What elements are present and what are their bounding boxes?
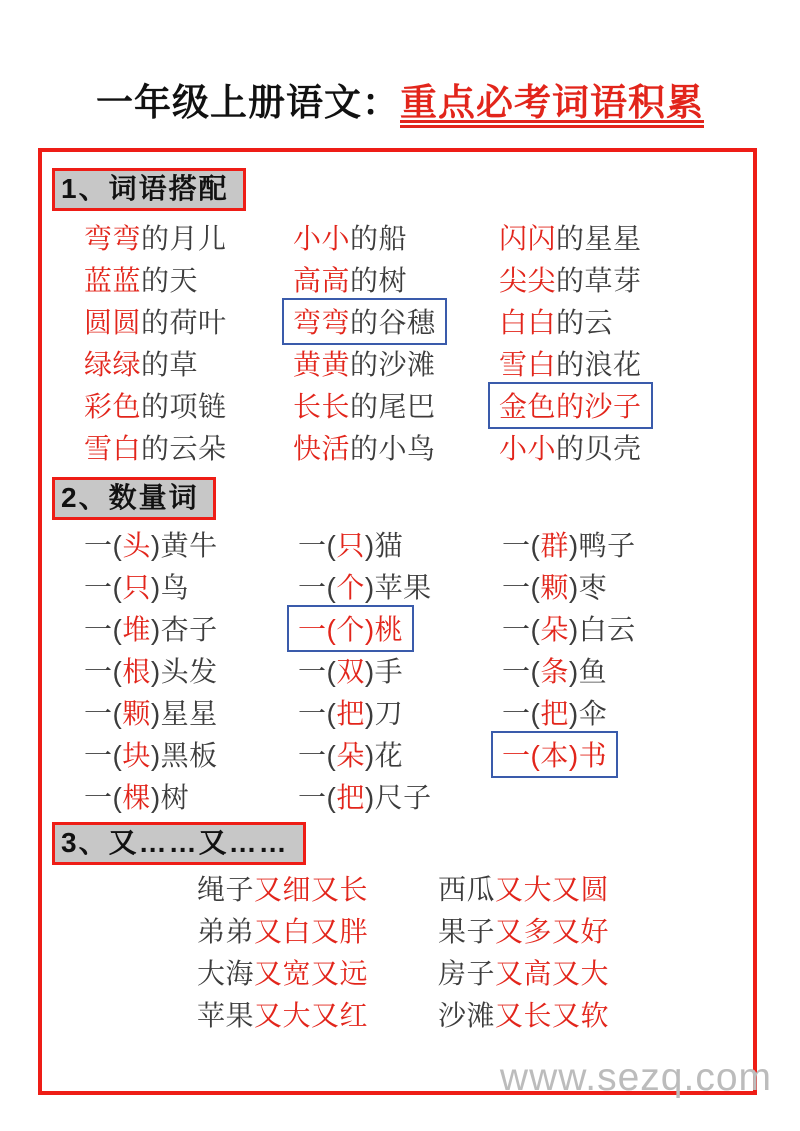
phrase bbox=[298, 734, 403, 774]
watermark-text: www.sezq.com bbox=[499, 1056, 772, 1099]
phrase-dark-segment: 弟弟 bbox=[197, 916, 255, 947]
phrase-cell bbox=[293, 216, 499, 258]
content-red-border-box bbox=[38, 148, 757, 1095]
phrase bbox=[499, 217, 642, 257]
phrase-cell bbox=[293, 426, 499, 468]
phrase bbox=[502, 650, 607, 690]
phrase-red-segment: 白白 bbox=[499, 307, 557, 338]
phrase-red-segment: 只 bbox=[122, 572, 151, 603]
phrase-red-segment: 又白又胖 bbox=[254, 916, 369, 947]
phrase-red-segment: 雪白 bbox=[84, 433, 142, 464]
phrase-red-segment: 金色的沙子 bbox=[499, 390, 642, 422]
phrase-dark-segment: 的荷叶 bbox=[141, 307, 227, 338]
phrase bbox=[298, 692, 403, 732]
phrase-cell bbox=[298, 775, 502, 817]
phrase-cell bbox=[197, 909, 438, 951]
phrase-cell bbox=[502, 565, 753, 607]
phrase bbox=[438, 952, 609, 992]
phrase-dark-segment: 一( bbox=[298, 698, 337, 729]
phrase-cell bbox=[84, 258, 293, 300]
phrase-dark-segment: )白云 bbox=[568, 614, 636, 645]
phrase bbox=[84, 650, 218, 690]
phrase-cell bbox=[84, 216, 293, 258]
page-title bbox=[0, 72, 800, 126]
phrase-red-segment: 弯弯 bbox=[293, 306, 351, 338]
phrase-cell bbox=[84, 691, 298, 733]
phrase-cell bbox=[197, 951, 438, 993]
phrase-dark-segment: 一( bbox=[84, 530, 123, 561]
phrase-red-segment: 又大又红 bbox=[254, 1000, 369, 1031]
phrase-dark-segment: )苹果 bbox=[364, 572, 432, 603]
phrase-cell bbox=[499, 216, 753, 258]
phrase bbox=[499, 301, 613, 341]
phrase-dark-segment: 一( bbox=[84, 782, 123, 813]
phrase-red-segment: 头 bbox=[122, 530, 151, 561]
phrase bbox=[197, 994, 368, 1034]
phrase-red-segment: 蓝蓝 bbox=[84, 265, 142, 296]
phrase-cell bbox=[298, 691, 502, 733]
section-1-header: 1、词语搭配 bbox=[52, 168, 246, 211]
phrase bbox=[438, 994, 609, 1034]
phrase bbox=[84, 343, 198, 383]
phrase-cell bbox=[197, 993, 438, 1035]
phrase-dark-segment: 房子 bbox=[438, 958, 496, 989]
highlighted-phrase bbox=[488, 382, 653, 429]
phrase-dark-segment: 一( bbox=[502, 698, 541, 729]
section-word-collocation bbox=[52, 152, 753, 468]
phrase-red-segment: 根 bbox=[122, 656, 151, 687]
phrase bbox=[438, 910, 609, 950]
phrase-cell bbox=[293, 342, 499, 384]
section-measure-words bbox=[52, 468, 753, 817]
phrase bbox=[84, 259, 198, 299]
phrase-cell bbox=[293, 300, 499, 342]
phrase-dark-segment: 绳子 bbox=[197, 874, 255, 905]
phrase-dark-segment: )黄牛 bbox=[150, 530, 218, 561]
phrase-red-segment: 朵 bbox=[540, 614, 569, 645]
phrase bbox=[84, 608, 218, 648]
phrase-red-segment: 群 bbox=[540, 530, 569, 561]
phrase bbox=[293, 343, 436, 383]
phrase bbox=[84, 301, 227, 341]
phrase-dark-segment: 大海 bbox=[197, 958, 255, 989]
phrase-dark-segment: 的浪花 bbox=[556, 349, 642, 380]
phrase-dark-segment: 一( bbox=[84, 656, 123, 687]
phrase-dark-segment: 一( bbox=[298, 656, 337, 687]
phrase-red-segment: 圆圆 bbox=[84, 307, 142, 338]
phrase-dark-segment: 的天 bbox=[141, 265, 199, 296]
phrase-cell bbox=[84, 733, 298, 775]
phrase bbox=[502, 524, 636, 564]
phrase-dark-segment: 一( bbox=[502, 656, 541, 687]
phrase bbox=[84, 566, 189, 606]
phrase bbox=[499, 259, 642, 299]
phrase bbox=[84, 217, 227, 257]
phrase-dark-segment: )枣 bbox=[568, 572, 608, 603]
phrase bbox=[84, 427, 227, 467]
phrase-red-segment: 又长又软 bbox=[495, 1000, 610, 1031]
phrase-dark-segment: 一( bbox=[84, 698, 123, 729]
phrase-dark-segment: 一( bbox=[298, 740, 337, 771]
phrase-cell bbox=[502, 733, 753, 775]
phrase-cell bbox=[298, 607, 502, 649]
phrase-cell bbox=[499, 426, 753, 468]
phrase-red-segment: 尖尖 bbox=[499, 265, 557, 296]
phrase-red-segment: 棵 bbox=[122, 782, 151, 813]
phrase-cell bbox=[499, 300, 753, 342]
phrase-red-segment: 又细又长 bbox=[254, 874, 369, 905]
phrase bbox=[499, 427, 642, 467]
section-3-phrase-grid bbox=[197, 867, 753, 1035]
phrase-red-segment: 小小 bbox=[499, 433, 557, 464]
phrase-dark-segment: )鱼 bbox=[568, 656, 608, 687]
phrase-red-segment: 把 bbox=[336, 782, 365, 813]
phrase-red-segment: 彩色 bbox=[84, 391, 142, 422]
phrase-dark-segment: 一( bbox=[502, 614, 541, 645]
phrase-dark-segment: )黑板 bbox=[150, 740, 218, 771]
phrase-dark-segment: 的沙滩 bbox=[350, 349, 436, 380]
phrase-red-segment: 闪闪 bbox=[499, 223, 557, 254]
phrase-cell bbox=[84, 565, 298, 607]
phrase-red-segment: 快活 bbox=[293, 433, 351, 464]
phrase-red-segment: 雪白 bbox=[499, 349, 557, 380]
phrase-dark-segment: )尺子 bbox=[364, 782, 432, 813]
phrase bbox=[84, 692, 218, 732]
phrase-red-segment: 又高又大 bbox=[495, 958, 610, 989]
phrase bbox=[84, 385, 227, 425]
phrase-cell bbox=[298, 649, 502, 691]
phrase-cell bbox=[298, 733, 502, 775]
phrase-cell bbox=[438, 951, 753, 993]
phrase-dark-segment: 的树 bbox=[350, 265, 408, 296]
phrase-dark-segment: 一( bbox=[84, 740, 123, 771]
phrase-red-segment: 只 bbox=[336, 530, 365, 561]
phrase-red-segment: 堆 bbox=[122, 614, 151, 645]
phrase-red-segment: 又宽又远 bbox=[254, 958, 369, 989]
phrase bbox=[197, 868, 368, 908]
phrase-cell bbox=[499, 258, 753, 300]
phrase-red-segment: 黄黄 bbox=[293, 349, 351, 380]
highlighted-phrase bbox=[491, 731, 618, 778]
phrase-dark-segment: 一( bbox=[502, 530, 541, 561]
phrase-red-segment: 颗 bbox=[540, 572, 569, 603]
page-title-black-part: 一年级上册语文： bbox=[96, 82, 400, 123]
phrase bbox=[502, 566, 607, 606]
phrase-dark-segment: 的船 bbox=[350, 223, 408, 254]
phrase-dark-segment: )刀 bbox=[364, 698, 404, 729]
phrase-dark-segment: )猫 bbox=[364, 530, 404, 561]
phrase-dark-segment: 的尾巴 bbox=[350, 391, 436, 422]
phrase-red-segment: 条 bbox=[540, 656, 569, 687]
section-2-phrase-grid bbox=[84, 523, 753, 817]
phrase-cell bbox=[84, 342, 293, 384]
phrase bbox=[298, 566, 432, 606]
section-you-you-pattern bbox=[52, 817, 753, 1035]
highlighted-phrase bbox=[287, 605, 414, 652]
highlighted-phrase bbox=[282, 298, 447, 345]
phrase-red-segment: 又大又圆 bbox=[495, 874, 610, 905]
phrase bbox=[84, 734, 218, 774]
phrase-dark-segment: )伞 bbox=[568, 698, 608, 729]
phrase-dark-segment: 的草 bbox=[141, 349, 199, 380]
phrase-dark-segment: 一( bbox=[84, 572, 123, 603]
phrase-red-segment: 颗 bbox=[122, 698, 151, 729]
phrase-dark-segment: 的草芽 bbox=[556, 265, 642, 296]
phrase bbox=[298, 650, 403, 690]
section-1-phrase-grid bbox=[84, 216, 753, 468]
phrase bbox=[197, 910, 368, 950]
phrase-cell bbox=[502, 649, 753, 691]
phrase bbox=[84, 524, 218, 564]
phrase-dark-segment: 的月儿 bbox=[141, 223, 227, 254]
phrase-dark-segment: 苹果 bbox=[197, 1000, 255, 1031]
phrase bbox=[438, 868, 609, 908]
phrase bbox=[293, 385, 436, 425]
phrase-cell bbox=[293, 384, 499, 426]
phrase-dark-segment: )杏子 bbox=[150, 614, 218, 645]
phrase bbox=[502, 608, 636, 648]
phrase bbox=[293, 259, 407, 299]
phrase-red-segment: 把 bbox=[540, 698, 569, 729]
phrase bbox=[298, 524, 403, 564]
phrase-red-segment: 高高 bbox=[293, 265, 351, 296]
phrase-cell bbox=[298, 565, 502, 607]
phrase-red-segment: 一(个)桃 bbox=[298, 613, 404, 645]
phrase-cell bbox=[84, 384, 293, 426]
phrase-dark-segment: 的云 bbox=[556, 307, 614, 338]
phrase-cell bbox=[438, 909, 753, 951]
section-3-header: 3、又……又…… bbox=[52, 822, 306, 865]
phrase-dark-segment: 的星星 bbox=[556, 223, 642, 254]
phrase-red-segment: 小小 bbox=[293, 223, 351, 254]
phrase bbox=[293, 217, 407, 257]
phrase-cell bbox=[438, 867, 753, 909]
phrase-dark-segment: 的项链 bbox=[141, 391, 227, 422]
phrase-dark-segment: 的谷穗 bbox=[350, 306, 436, 338]
phrase-cell bbox=[499, 384, 753, 426]
phrase-red-segment: 个 bbox=[336, 572, 365, 603]
phrase-cell bbox=[502, 691, 753, 733]
phrase bbox=[197, 952, 368, 992]
phrase-red-segment: 绿绿 bbox=[84, 349, 142, 380]
phrase-dark-segment: 一( bbox=[84, 614, 123, 645]
phrase-dark-segment: 的小鸟 bbox=[350, 433, 436, 464]
phrase-cell bbox=[84, 607, 298, 649]
phrase-cell bbox=[84, 300, 293, 342]
phrase-dark-segment: 的云朵 bbox=[141, 433, 227, 464]
phrase-red-segment: 朵 bbox=[336, 740, 365, 771]
phrase-dark-segment: )树 bbox=[150, 782, 190, 813]
phrase-cell bbox=[293, 258, 499, 300]
phrase bbox=[298, 776, 432, 816]
phrase-dark-segment: 一( bbox=[298, 782, 337, 813]
phrase-dark-segment: )鸭子 bbox=[568, 530, 636, 561]
phrase-red-segment: 一(本)书 bbox=[502, 739, 608, 771]
phrase-dark-segment: )花 bbox=[364, 740, 404, 771]
phrase-dark-segment: 一( bbox=[298, 530, 337, 561]
phrase bbox=[499, 343, 642, 383]
page-title-red-part: 重点必考词语积累 bbox=[400, 82, 704, 123]
phrase-red-segment: 弯弯 bbox=[84, 223, 142, 254]
phrase-dark-segment: )星星 bbox=[150, 698, 218, 729]
phrase-red-segment: 块 bbox=[122, 740, 151, 771]
phrase-dark-segment: 沙滩 bbox=[438, 1000, 496, 1031]
phrase-red-segment: 双 bbox=[336, 656, 365, 687]
phrase-cell bbox=[84, 426, 293, 468]
phrase-dark-segment: 果子 bbox=[438, 916, 496, 947]
phrase-dark-segment: 的贝壳 bbox=[556, 433, 642, 464]
phrase-dark-segment: 一( bbox=[502, 572, 541, 603]
phrase-red-segment: 把 bbox=[336, 698, 365, 729]
phrase-dark-segment: )鸟 bbox=[150, 572, 190, 603]
phrase bbox=[84, 776, 189, 816]
phrase-dark-segment: 西瓜 bbox=[438, 874, 496, 905]
phrase-cell bbox=[502, 607, 753, 649]
phrase-cell bbox=[298, 523, 502, 565]
phrase-cell bbox=[438, 993, 753, 1035]
phrase-cell bbox=[84, 775, 298, 817]
phrase bbox=[502, 692, 607, 732]
phrase-dark-segment: )手 bbox=[364, 656, 404, 687]
phrase-cell bbox=[84, 649, 298, 691]
phrase-cell bbox=[84, 523, 298, 565]
section-2-header: 2、数量词 bbox=[52, 477, 216, 520]
phrase-cell bbox=[197, 867, 438, 909]
phrase-dark-segment: 一( bbox=[298, 572, 337, 603]
phrase-red-segment: 又多又好 bbox=[495, 916, 610, 947]
phrase-dark-segment: )头发 bbox=[150, 656, 218, 687]
phrase bbox=[293, 427, 436, 467]
phrase-cell bbox=[502, 523, 753, 565]
phrase-cell bbox=[499, 342, 753, 384]
phrase-red-segment: 长长 bbox=[293, 391, 351, 422]
